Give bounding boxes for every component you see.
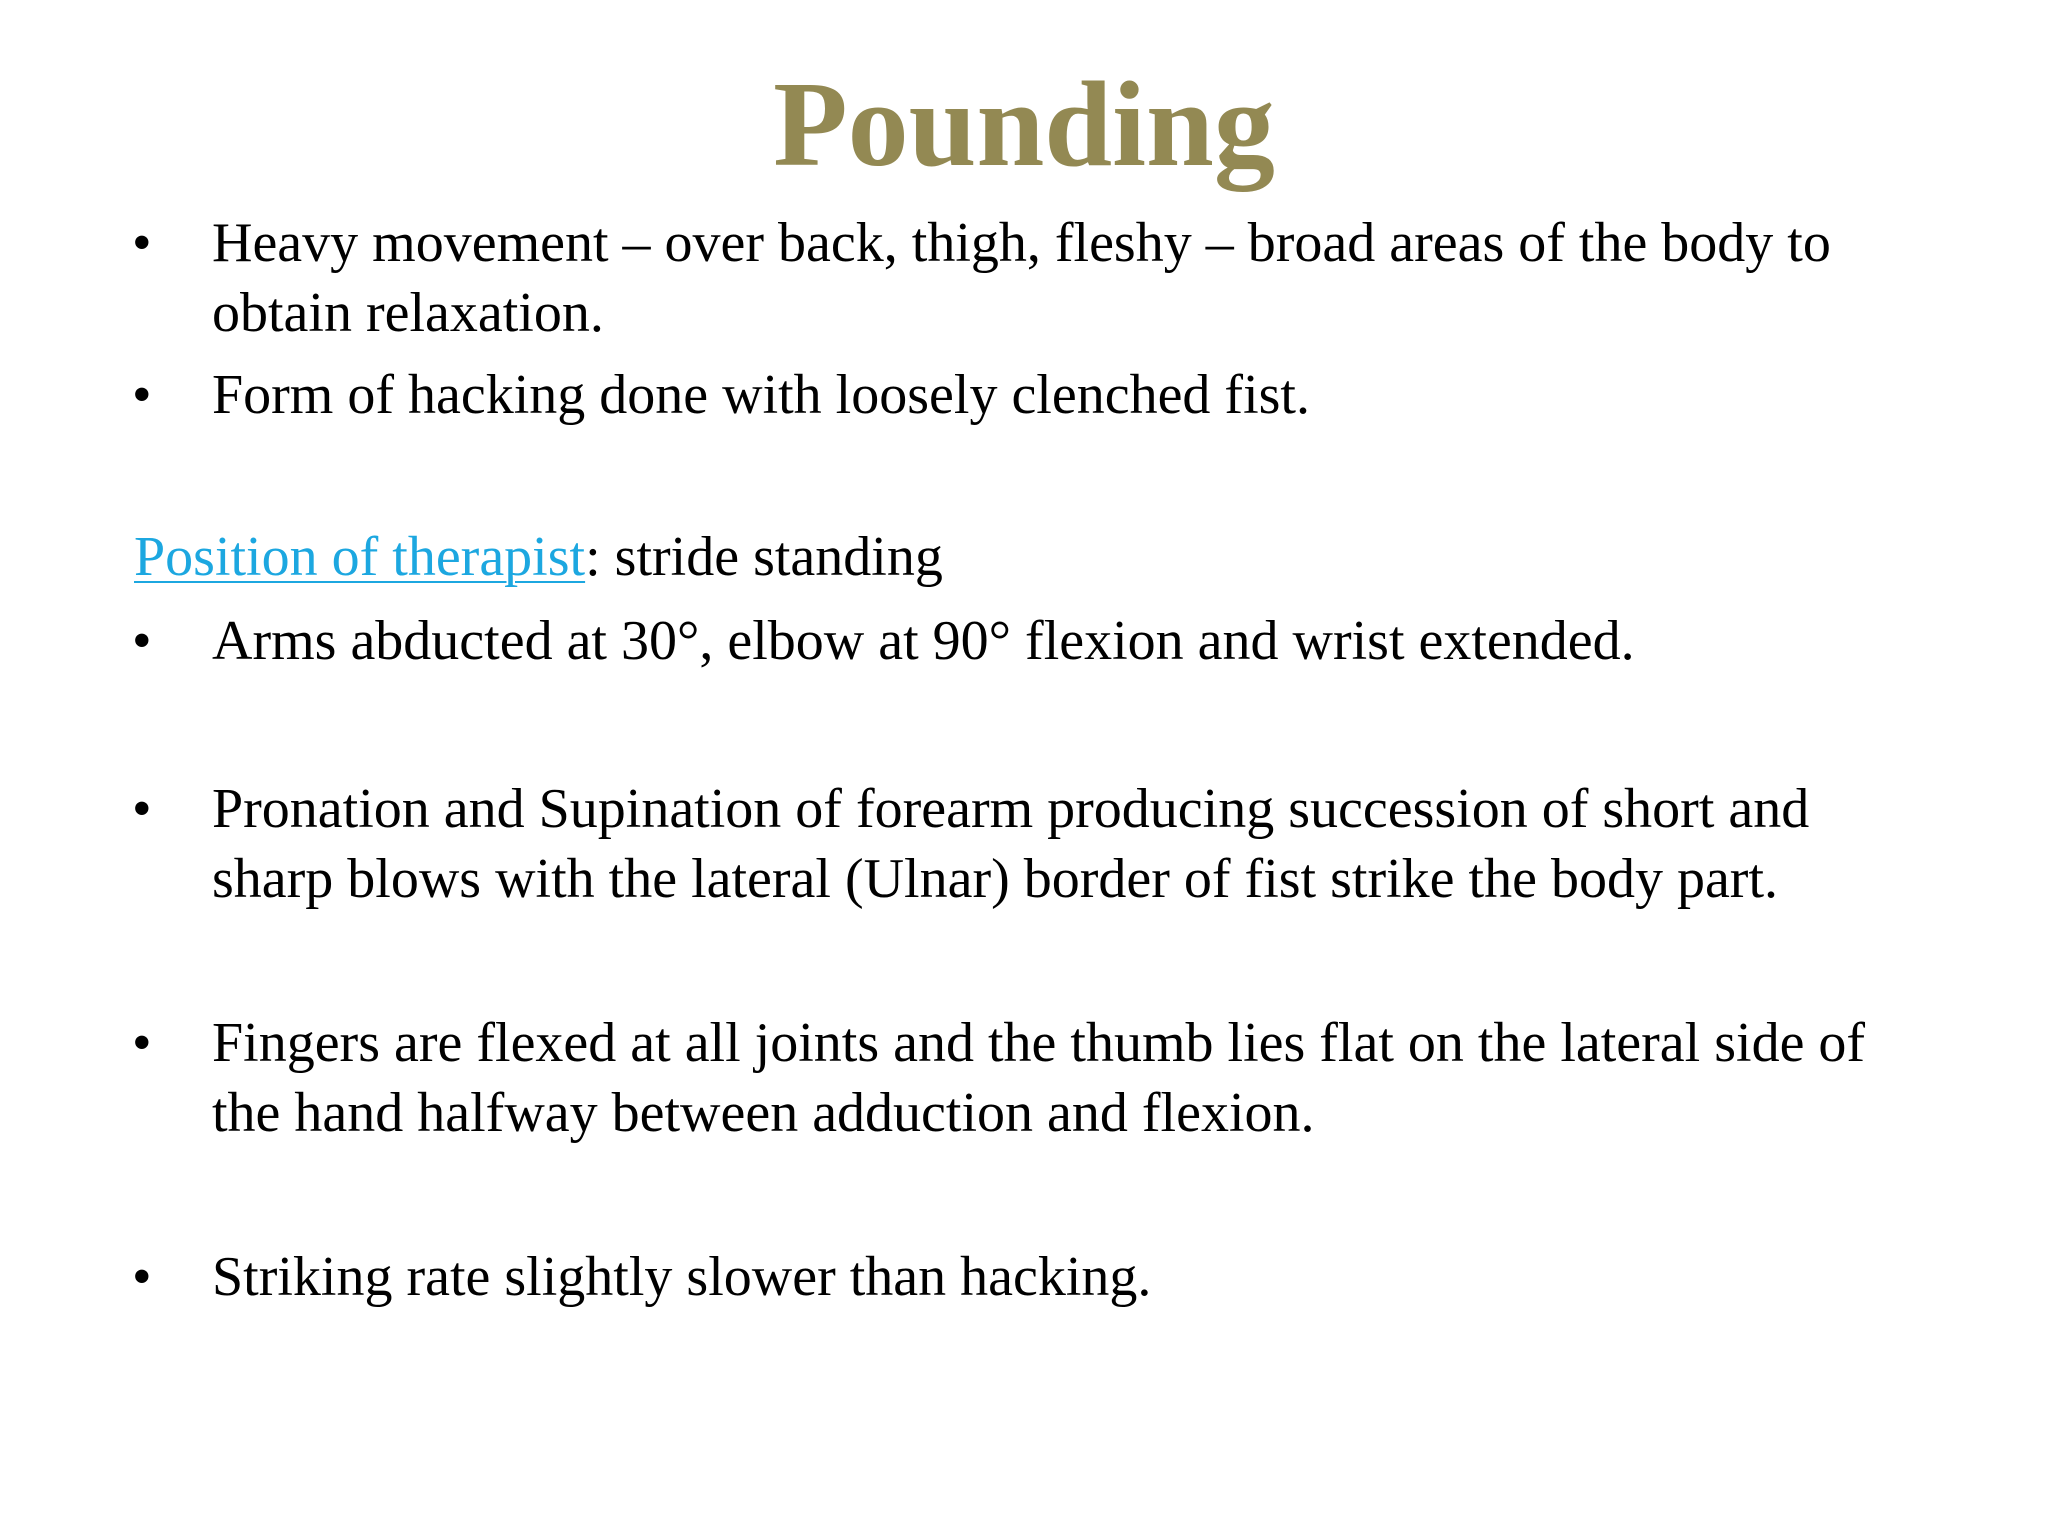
bullet-line: Heavy movement – over back, thigh, fleshy – broad areas of the body to bbox=[212, 212, 1831, 274]
bullet-line: Striking rate slightly slower than hacking. bbox=[212, 1246, 1152, 1308]
bullet-line: Form of hacking done with loosely clenched fist. bbox=[212, 364, 1310, 426]
position-value: : stride standing bbox=[585, 526, 943, 588]
position-line bbox=[134, 522, 1934, 592]
bullet-text bbox=[212, 606, 1972, 676]
bullet-marker: • bbox=[132, 212, 152, 274]
bullet-marker: • bbox=[132, 1246, 152, 1308]
bullet-line: obtain relaxation. bbox=[212, 282, 604, 344]
position-of-therapist-link[interactable]: Position of therapist bbox=[134, 526, 586, 588]
bullet-text bbox=[212, 208, 1972, 348]
bullet-marker: • bbox=[132, 610, 152, 672]
bullet-marker: • bbox=[132, 1012, 152, 1074]
slide-title: Pounding bbox=[773, 57, 1275, 192]
bullet-text bbox=[212, 774, 1972, 914]
bullet-line: Fingers are flexed at all joints and the thumb lies flat on the lateral side of bbox=[212, 1012, 1866, 1074]
bullet-text bbox=[212, 1242, 1972, 1312]
bullet-line: the hand halfway between adduction and flexion. bbox=[212, 1082, 1315, 1144]
bullet-line: sharp blows with the lateral (Ulnar) border of fist strike the body part. bbox=[212, 848, 1779, 910]
bullet-text bbox=[212, 1008, 1972, 1148]
bullet-marker: • bbox=[132, 364, 152, 426]
bullet-marker: • bbox=[132, 778, 152, 840]
bullet-text bbox=[212, 360, 1972, 430]
bullet-line: Arms abducted at 30°, elbow at 90° flexion and wrist extended. bbox=[212, 610, 1635, 672]
bullet-line: Pronation and Supination of forearm producing succession of short and bbox=[212, 778, 1810, 840]
